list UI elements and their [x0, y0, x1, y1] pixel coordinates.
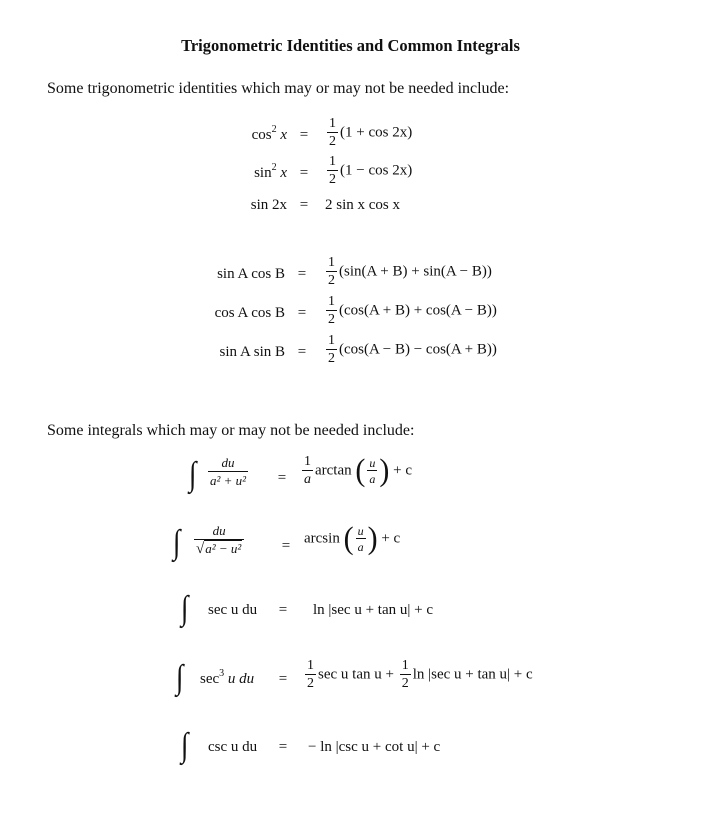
integral-arcsin: ∫ $\frac{du}{\text{√a² − u²}}$ = arcsin ( $\frac{u}{a}$ ) + c	[172, 521, 401, 561]
fraction-half: $\frac{1}{2}$	[329, 116, 336, 149]
fraction-one-over-a: $\frac{1}{a}$	[304, 454, 311, 487]
fraction-half: $\frac{1}{2}$	[401, 658, 409, 691]
fraction-half: $\frac{1}{2}$	[328, 255, 335, 288]
fraction-half: $\frac{1}{2}$	[329, 154, 336, 187]
integral-sign: ∫	[180, 727, 189, 764]
fraction-half: $\frac{1}{2}$	[328, 333, 335, 366]
fraction-half: $\frac{1}{2}$	[328, 294, 335, 327]
integral-sec-cubed: ∫ $\sec^3 u$ du = $\frac{1}{2}$ sec u tan u + $\frac{1}{2}$ ln |sec u + tan u| + c	[175, 658, 533, 696]
integral-sec: ∫ sec u du = ln |sec u + tan u| + c	[180, 590, 433, 627]
fraction-half: $\frac{1}{2}$	[307, 658, 314, 691]
identity-cos-squared: $\cos^2 x$ = $\frac{1}{2}$ (1 + cos 2x)	[251, 116, 413, 149]
integral-sign: ∫	[188, 456, 197, 493]
fraction-u-over-a: $\frac{u}{a}$	[369, 456, 376, 486]
integral-sign: ∫	[180, 590, 189, 627]
identity-sin-double: sin 2x = 2 sin x cos x	[250, 197, 400, 213]
trig-intro: Some trigonometric identities which may or may not be needed include:	[47, 80, 510, 97]
integral-arctan: ∫ $\frac{du}{\text{a² + u²}}$ = $\frac{1}{a}$ arctan ( $\frac{u}{a}$ ) + c	[188, 453, 413, 493]
fraction-du-over-root: $\frac{du}{\text{√a² − u²}}$	[194, 524, 244, 557]
identity-cos-cos-product: cos A cos B = $\frac{1}{2}$ (cos(A + B) + cos(A − B))	[214, 294, 497, 327]
fraction-u-over-a: $\frac{u}{a}$	[357, 524, 364, 554]
integral-csc: ∫ csc u du = − ln |csc u + cot u| + c	[180, 727, 441, 764]
integral-sign: ∫	[172, 524, 181, 561]
identity-sin-cos-product: sin A cos B = $\frac{1}{2}$ (sin(A + B) + sin(A − B))	[217, 255, 492, 288]
page-title: Trigonometric Identities and Common Integrals	[181, 36, 520, 55]
integral-intro: Some integrals which may or may not be needed include:	[47, 422, 415, 439]
fraction-du-over-sum: $\frac{du}{\text{a² + u²}}$	[210, 455, 247, 488]
integral-sign: ∫	[175, 659, 184, 696]
identity-sin-sin-product: sin A sin B = $\frac{1}{2}$ (cos(A − B) − cos(A + B))	[219, 333, 497, 366]
square-root: √a² − u²	[196, 541, 242, 557]
identity-sin-squared: $\sin^2 x$ = $\frac{1}{2}$ (1 − cos 2x)	[254, 154, 413, 187]
